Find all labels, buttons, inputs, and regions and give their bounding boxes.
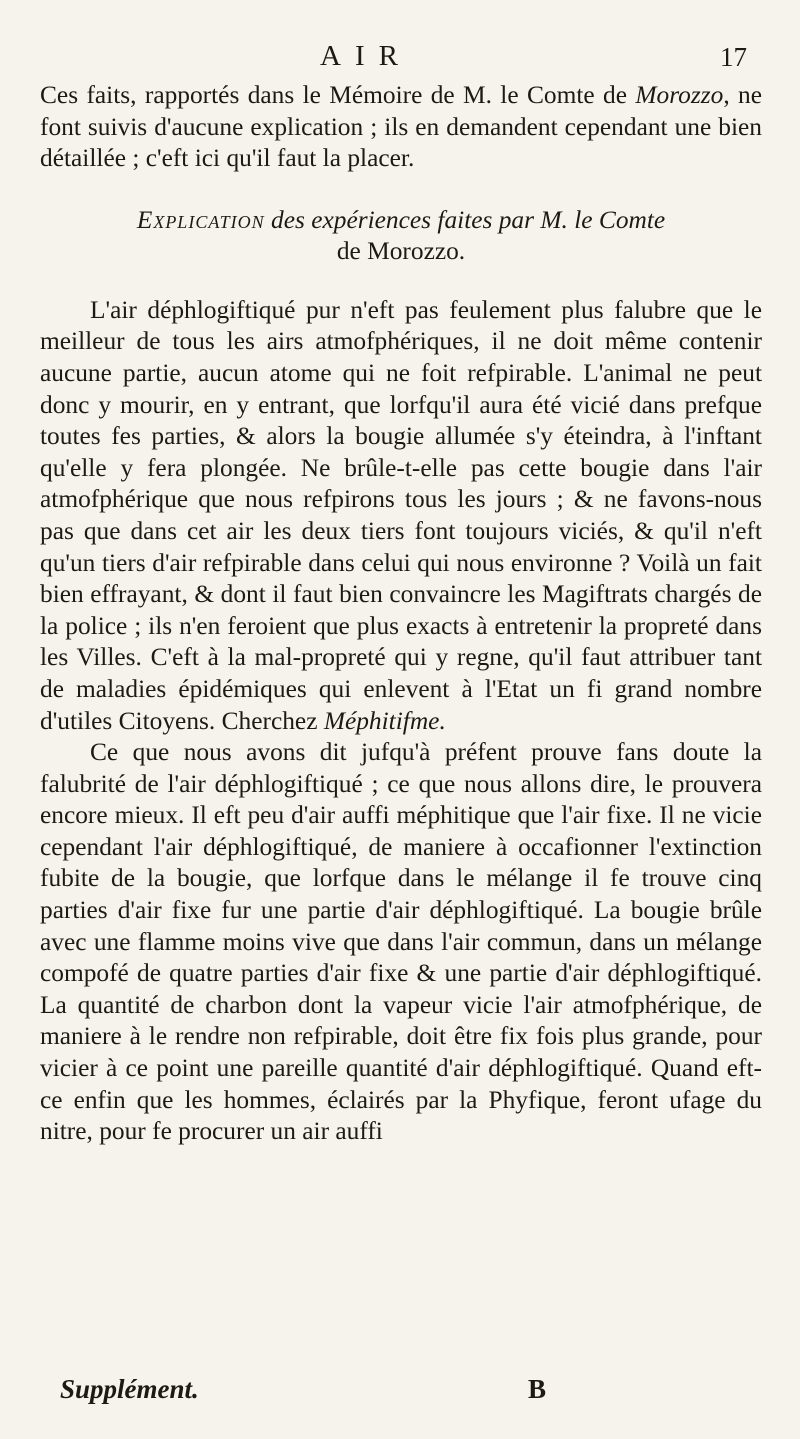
footer-signature-letter: B <box>528 1374 547 1404</box>
paragraph-1-text: L'air déphlogiftiqué pur n'eft pas feulement plus falubre que le meilleur de tous les airs atmofphériques, il ne doit même contenir aucune partie, aucun atome qui ne foit refpirable. L'animal ne peut donc y mourir, en y entrant, que lorfqu'il aura été vicié dans prefque toutes fes parties, & alors la bougie allumée s'y éteindra, à l'inftant qu'elle y fera plongée. Ne brûle-t-elle pas cette bougie dans l'air atmofphérique que nous refpirons tous les jours ; & ne favons-nous pas que dans cet air les deux tiers font toujours viciés, & qu'il n'eft qu'un tiers d'air refpirable dans celui qui nous environne ? Voilà un fait bien effrayant, & dont il faut bien convaincre les Magiftrats chargés de la police ; ils n'en feroient que plus exacts à entretenir la propreté dans les Villes. C'eft à la mal-propreté qui y regne, qu'il faut attribuer tant de maladies épidémiques qui enlevent à l'Etat un fi grand nombre d'utiles Citoyens. Cherchez <box>40 295 762 735</box>
paragraph-2-text: Ce que nous avons dit jufqu'à préfent prouve fans doute la falubrité de l'air déphlogiftiqué ; ce que nous allons dire, le prouvera encore mieux. Il eft peu d'air auffi méphitique que l'air fixe. Il ne vicie cependant l'air déphlogiftiqué, de maniere à occafionner l'extinction fubite de la bougie, que lorfque dans le mélange il fe trouve cinq parties d'air fixe fur une partie d'air déphlogiftiqué. La bougie brûle avec une flamme moins vive que dans l'air commun, dans un mélange compofé de quatre parties d'air fixe & une partie d'air déphlogiftiqué. La quantité de charbon dont la vapeur vicie l'air atmofphérique, de maniere à le rendre non refpirable, doit être fix fois plus grande, pour vicier à ce point une pareille quantité d'air déphlogiftiqué. Quand eft-ce enfin que les hommes, éclairés par la Phyfique, feront ufage du nitre, pour fe procurer un air auffi <box>40 738 762 1146</box>
page-number: 17 <box>720 42 747 72</box>
section-heading <box>40 205 762 267</box>
footer-supplement: Supplément. <box>60 1374 199 1404</box>
running-head-title: AIR <box>320 40 412 72</box>
section-heading-line2: de Morozzo. <box>336 236 466 265</box>
paragraph-2 <box>40 737 762 1148</box>
intro-text-c: , ne font suivis d'aucune explication ; ils en demandent cependant une bien détaillée ; c'eft ici qu'il faut la placer. <box>40 81 762 173</box>
intro-paragraph <box>40 80 762 175</box>
running-head <box>40 40 760 80</box>
paragraph-1 <box>40 295 762 737</box>
body-text <box>40 80 762 1148</box>
page-footer <box>60 1374 760 1414</box>
section-heading-italic: des expériences faites par M. le Comte <box>264 205 666 234</box>
section-heading-caps: Explication <box>136 205 265 234</box>
paragraph-1-italic-end: Méphitifme. <box>323 706 446 735</box>
intro-text-a: Ces faits, rapportés dans le Mémoire de M. le Comte de <box>40 81 636 109</box>
intro-text-italic: Morozzo <box>635 81 724 109</box>
